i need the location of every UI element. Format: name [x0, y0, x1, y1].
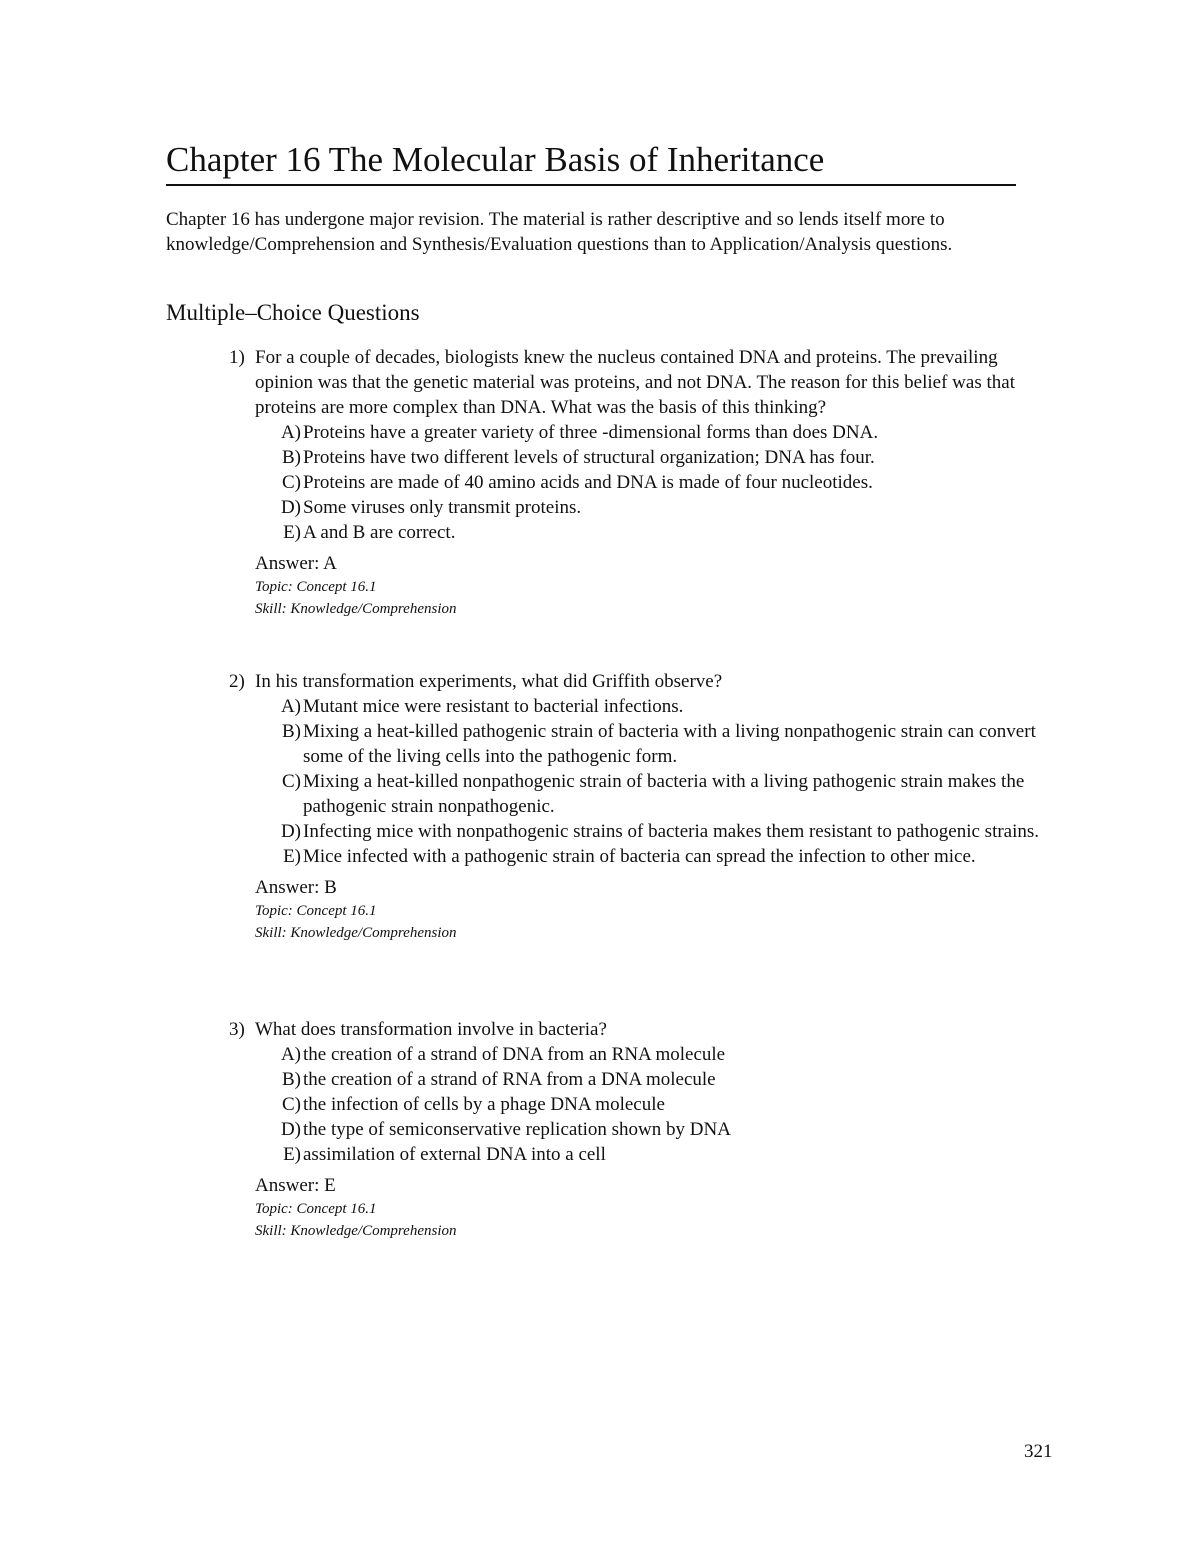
choice-label: C): [282, 1094, 301, 1115]
choice-a: [275, 1042, 1049, 1067]
choice-a: [275, 694, 1049, 719]
question-1: [229, 345, 1049, 620]
choice-label: B): [282, 721, 301, 742]
choice-c: [275, 1092, 1049, 1117]
answer-line: Answer: A: [255, 553, 337, 574]
choice-list: [275, 694, 1049, 869]
choice-b: [275, 1067, 1049, 1092]
choice-text: Proteins have two different levels of structural organization; DNA has four.: [303, 447, 875, 468]
question-text: In his transformation experiments, what did Griffith observe?: [255, 671, 723, 692]
choice-text: Some viruses only transmit proteins.: [303, 497, 582, 518]
choice-text: Mixing a heat-killed pathogenic strain of bacteria with a living nonpathogenic strain can convert some of the living cells into the pathogenic form.: [303, 721, 1036, 767]
choice-label: E): [283, 522, 301, 543]
question-text: For a couple of decades, biologists knew the nucleus contained DNA and proteins. The prevailing opinion was that the genetic material was proteins, and not DNA. The reason for this belief was that proteins are more complex than DNA. What was the basis of this thinking?: [255, 347, 1015, 418]
skill-line: Skill: Knowledge/Comprehension: [255, 601, 457, 617]
choice-label: E): [283, 1144, 301, 1165]
choice-d: [275, 1117, 1049, 1142]
choice-d: [275, 495, 1049, 520]
choice-label: E): [283, 846, 301, 867]
choice-label: D): [280, 497, 301, 518]
choice-text: A and B are correct.: [303, 522, 456, 543]
choice-b: [275, 719, 1049, 769]
question-3: [229, 1017, 1049, 1242]
choice-e: [275, 1142, 1049, 1167]
choice-c: [275, 769, 1049, 819]
choice-text: Mutant mice were resistant to bacterial infections.: [303, 696, 684, 717]
choice-label: C): [282, 771, 301, 792]
section-heading: Multiple–Choice Questions: [166, 300, 420, 325]
choice-text: Proteins have a greater variety of three -dimensional forms than does DNA.: [303, 422, 879, 443]
choice-text: Proteins are made of 40 amino acids and DNA is made of four nucleotides.: [303, 472, 873, 493]
choice-text: the infection of cells by a phage DNA molecule: [303, 1094, 665, 1115]
choice-b: [275, 445, 1049, 470]
choice-text: Mice infected with a pathogenic strain of bacteria can spread the infection to other mice.: [303, 846, 976, 867]
choice-text: the type of semiconservative replication shown by DNA: [303, 1119, 731, 1140]
choice-c: [275, 470, 1049, 495]
skill-line: Skill: Knowledge/Comprehension: [255, 1223, 457, 1239]
skill-line: Skill: Knowledge/Comprehension: [255, 925, 457, 941]
choice-d: [275, 819, 1049, 844]
topic-line: Topic: Concept 16.1: [255, 1201, 377, 1217]
question-number: 3): [229, 1019, 245, 1040]
choice-label: C): [282, 472, 301, 493]
topic-line: Topic: Concept 16.1: [255, 903, 377, 919]
answer-line: Answer: E: [255, 1175, 336, 1196]
choice-a: [275, 420, 1049, 445]
chapter-intro: Chapter 16 has undergone major revision. The material is rather descriptive and so lends itself more to knowledge/Comprehension and Synthesis/Evaluation questions than to Application/Analysis questions.: [166, 209, 953, 255]
question-number: 2): [229, 671, 245, 692]
choice-label: B): [282, 447, 301, 468]
choice-label: D): [280, 1119, 301, 1140]
choice-e: [275, 844, 1049, 869]
choice-text: the creation of a strand of DNA from an RNA molecule: [303, 1044, 726, 1065]
choice-text: assimilation of external DNA into a cell: [303, 1144, 606, 1165]
choice-text: the creation of a strand of RNA from a DNA molecule: [303, 1069, 716, 1090]
page-number: 321: [1024, 1441, 1053, 1462]
choice-e: [275, 520, 1049, 545]
choice-label: D): [280, 821, 301, 842]
question-2: [229, 669, 1049, 944]
choice-list: [275, 1042, 1049, 1167]
question-text: What does transformation involve in bacteria?: [255, 1019, 607, 1040]
answer-line: Answer: B: [255, 877, 337, 898]
choice-text: Mixing a heat-killed nonpathogenic strain of bacteria with a living pathogenic strain makes the pathogenic strain nonpathogenic.: [303, 771, 1025, 817]
chapter-title: Chapter 16 The Molecular Basis of Inheritance: [166, 138, 1016, 186]
choice-label: B): [282, 1069, 301, 1090]
choice-label: A): [280, 696, 301, 717]
topic-line: Topic: Concept 16.1: [255, 579, 377, 595]
choice-label: A): [280, 1044, 301, 1065]
choice-label: A): [280, 422, 301, 443]
choice-text: Infecting mice with nonpathogenic strains of bacteria makes them resistant to pathogenic strains.: [303, 821, 1040, 842]
question-number: 1): [229, 347, 245, 368]
choice-list: [275, 420, 1049, 545]
